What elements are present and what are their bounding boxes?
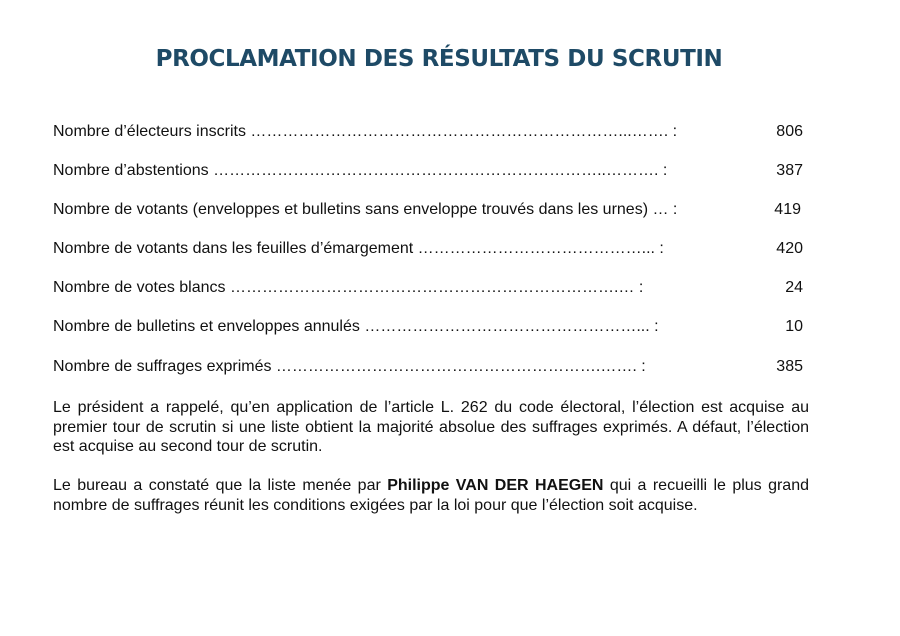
result-label: Nombre de votes blancs ……………………………………………………………….… : — [53, 279, 644, 296]
result-value: 419 — [774, 201, 801, 218]
legal-reminder-paragraph: Le président a rappelé, qu’en application de l’article L. 262 du code électoral, l’élection est acquise au premier tour de scrutin si une liste obtient la majorité absolue des suffrages exprimés. A défaut, l’élection est acquise au second tour de scrutin. — [53, 399, 809, 455]
list-leader-name: Philippe VAN DER HAEGEN — [387, 477, 604, 494]
result-label: Nombre d’abstentions ………………………………………………………………..………. : — [53, 162, 668, 179]
result-row-expressed — [53, 357, 813, 377]
result-label: Nombre d’électeurs inscrits ……………………………………………………………...……. : — [53, 123, 678, 140]
result-label: Nombre de votants dans les feuilles d’émargement ……………………………………... : — [53, 240, 664, 257]
conclusion-text-after: qui a recueilli le plus grand nombre de suffrages réunit les conditions exigées par la loi pour que l’élection soit acquise. — [53, 477, 810, 514]
result-value: 24 — [785, 279, 803, 296]
result-row-registered — [53, 122, 813, 142]
result-row-voters-sheets — [53, 239, 813, 259]
conclusion-paragraph — [53, 476, 809, 515]
result-label: Nombre de suffrages exprimés …………………………………………………….……. : — [53, 358, 646, 375]
result-row-annulled — [53, 317, 813, 337]
result-value: 10 — [785, 318, 803, 335]
result-label: Nombre de bulletins et enveloppes annulés ……………………………………………... : — [53, 318, 659, 335]
page-title: PROCLAMATION DES RÉSULTATS DU SCRUTIN — [155, 46, 723, 72]
result-row-abstentions — [53, 161, 813, 181]
result-row-blank-votes — [53, 278, 813, 298]
result-value: 385 — [776, 358, 803, 375]
result-value: 420 — [776, 240, 803, 257]
result-row-voters-urns — [53, 200, 813, 220]
conclusion-text-before: Le bureau a constaté que la liste menée par — [53, 477, 388, 494]
result-label: Nombre de votants (enveloppes et bulletins sans enveloppe trouvés dans les urnes) … : — [53, 201, 678, 218]
result-value: 387 — [776, 162, 803, 179]
result-value: 806 — [776, 123, 803, 140]
